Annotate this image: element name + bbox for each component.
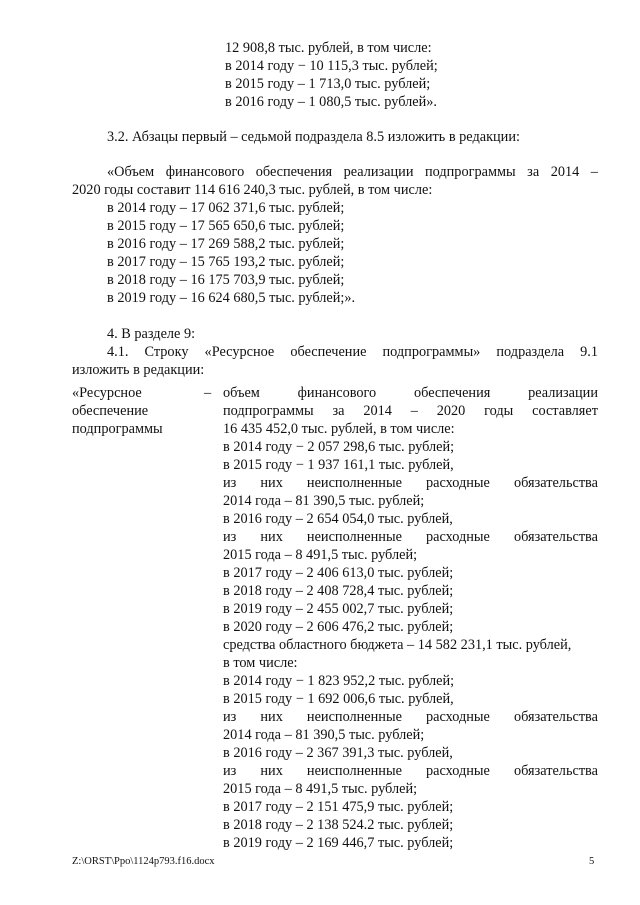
quote-year-2017: в 2017 году – 15 765 193,2 тыс. рублей; xyxy=(107,254,345,270)
page-number: 5 xyxy=(589,856,595,867)
table-right-line-05: в 2015 году − 1 937 161,1 тыс. рублей, xyxy=(223,457,454,473)
section-4-1-second-line: изложить в редакции: xyxy=(72,362,205,378)
table-right-line-02 xyxy=(223,402,598,420)
word: финансового xyxy=(297,385,377,401)
word: за xyxy=(527,164,540,180)
table-left-label-1: «Ресурсное xyxy=(72,385,142,401)
section-4-1-first-line xyxy=(107,343,598,361)
top-line-3: в 2015 году – 1 713,0 тыс. рублей; xyxy=(225,76,431,92)
table-right-line-09 xyxy=(223,528,598,546)
table-left-label-2: обеспечение xyxy=(72,403,149,419)
table-right-line-06 xyxy=(223,474,598,492)
word: финансового xyxy=(165,164,245,180)
word: «Ресурсное xyxy=(204,344,275,360)
word: обязательства xyxy=(513,475,598,491)
table-dash: – xyxy=(204,385,212,401)
word: обязательства xyxy=(513,529,598,545)
footer-file-path: Z:\ORST\Ppo\1124p793.f16.docx xyxy=(72,856,215,867)
table-right-line-11: в 2017 году – 2 406 613,0 тыс. рублей; xyxy=(223,565,454,581)
quote-year-2015: в 2015 году – 17 565 650,6 тыс. рублей; xyxy=(107,218,345,234)
word: обязательства xyxy=(513,709,598,725)
quote-year-2014: в 2014 году – 17 062 371,6 тыс. рублей; xyxy=(107,200,345,216)
table-right-line-16: в том числе: xyxy=(223,655,298,671)
table-right-line-01 xyxy=(223,384,598,402)
section-4-heading: 4. В разделе 9: xyxy=(107,326,196,342)
table-right-line-24: в 2017 году – 2 151 475,9 тыс. рублей; xyxy=(223,799,454,815)
word: них xyxy=(260,475,283,491)
word: расходные xyxy=(426,763,490,779)
word: из xyxy=(223,709,237,725)
table-right-line-13: в 2019 году – 2 455 002,7 тыс. рублей; xyxy=(223,601,454,617)
table-right-line-10: 2015 года – 8 491,5 тыс. рублей; xyxy=(223,547,418,563)
word: из xyxy=(223,475,237,491)
word: подпрограммы» xyxy=(382,344,481,360)
table-right-line-15: средства областного бюджета – 14 582 231,1 тыс. рублей, xyxy=(223,637,572,653)
quote-year-2019: в 2019 году – 16 624 680,5 тыс. рублей;». xyxy=(107,290,356,306)
table-right-line-12: в 2018 году – 2 408 728,4 тыс. рублей; xyxy=(223,583,454,599)
word: обеспечения xyxy=(413,385,491,401)
word: – xyxy=(590,164,598,180)
word: неисполненные xyxy=(306,763,402,779)
table-right-line-08: в 2016 году – 2 654 054,0 тыс. рублей, xyxy=(223,511,453,527)
table-right-line-23: 2015 года – 8 491,5 тыс. рублей; xyxy=(223,781,418,797)
word: реализации xyxy=(528,385,598,401)
word: 2020 xyxy=(436,403,466,419)
table-left-label-3: подпрограммы xyxy=(72,421,163,437)
top-line-4: в 2016 году – 1 080,5 тыс. рублей». xyxy=(225,94,437,110)
word: Строку xyxy=(144,344,189,360)
word: за xyxy=(332,403,345,419)
word: них xyxy=(260,763,283,779)
table-right-line-14: в 2020 году – 2 606 476,2 тыс. рублей; xyxy=(223,619,454,635)
word: них xyxy=(260,709,283,725)
word: объем xyxy=(223,385,260,401)
word: подраздела xyxy=(496,344,565,360)
word: подпрограммы xyxy=(223,403,314,419)
word: «Объем xyxy=(107,164,155,180)
table-right-line-21: в 2016 году – 2 367 391,3 тыс. рублей, xyxy=(223,745,453,761)
table-right-line-26: в 2019 году – 2 169 446,7 тыс. рублей; xyxy=(223,835,454,851)
word: составляет xyxy=(532,403,598,419)
word: расходные xyxy=(426,475,490,491)
section-3-2-heading: 3.2. Абзацы первый – седьмой подраздела 8.5 изложить в редакции: xyxy=(107,129,520,145)
word: них xyxy=(260,529,283,545)
word: 9.1 xyxy=(580,344,598,360)
word: расходные xyxy=(426,529,490,545)
table-right-line-20: 2014 года – 81 390,5 тыс. рублей; xyxy=(223,727,425,743)
word: обеспечения xyxy=(255,164,333,180)
word: из xyxy=(223,763,237,779)
word: неисполненные xyxy=(306,529,402,545)
table-right-line-25: в 2018 году – 2 138 524.2 тыс. рублей; xyxy=(223,817,454,833)
table-right-line-19 xyxy=(223,708,598,726)
word: неисполненные xyxy=(306,475,402,491)
table-right-line-22 xyxy=(223,762,598,780)
table-right-line-07: 2014 года – 81 390,5 тыс. рублей; xyxy=(223,493,425,509)
word: 4.1. xyxy=(107,344,129,360)
quote-first-line xyxy=(107,163,598,181)
word: обязательства xyxy=(513,763,598,779)
table-right-line-03: 16 435 452,0 тыс. рублей, в том числе: xyxy=(223,421,455,437)
word: годы xyxy=(484,403,514,419)
table-right-line-18: в 2015 году − 1 692 006,6 тыс. рублей, xyxy=(223,691,454,707)
top-line-2: в 2014 году − 10 115,3 тыс. рублей; xyxy=(225,58,438,74)
word: обеспечение xyxy=(290,344,367,360)
word: – xyxy=(410,403,418,419)
quote-second-line: 2020 годы составит 114 616 240,3 тыс. рублей, в том числе: xyxy=(72,182,433,198)
table-right-line-04: в 2014 году − 2 057 298,6 тыс. рублей; xyxy=(223,439,455,455)
word: реализации xyxy=(343,164,414,180)
word: подпрограммы xyxy=(424,164,516,180)
word: 2014 xyxy=(363,403,392,419)
word: 2014 xyxy=(550,164,580,180)
quote-year-2018: в 2018 году – 16 175 703,9 тыс. рублей; xyxy=(107,272,345,288)
top-line-1: 12 908,8 тыс. рублей, в том числе: xyxy=(225,40,432,56)
table-right-line-17: в 2014 году − 1 823 952,2 тыс. рублей; xyxy=(223,673,455,689)
word: неисполненные xyxy=(306,709,402,725)
word: расходные xyxy=(426,709,490,725)
quote-year-2016: в 2016 году – 17 269 588,2 тыс. рублей; xyxy=(107,236,345,252)
word: из xyxy=(223,529,237,545)
